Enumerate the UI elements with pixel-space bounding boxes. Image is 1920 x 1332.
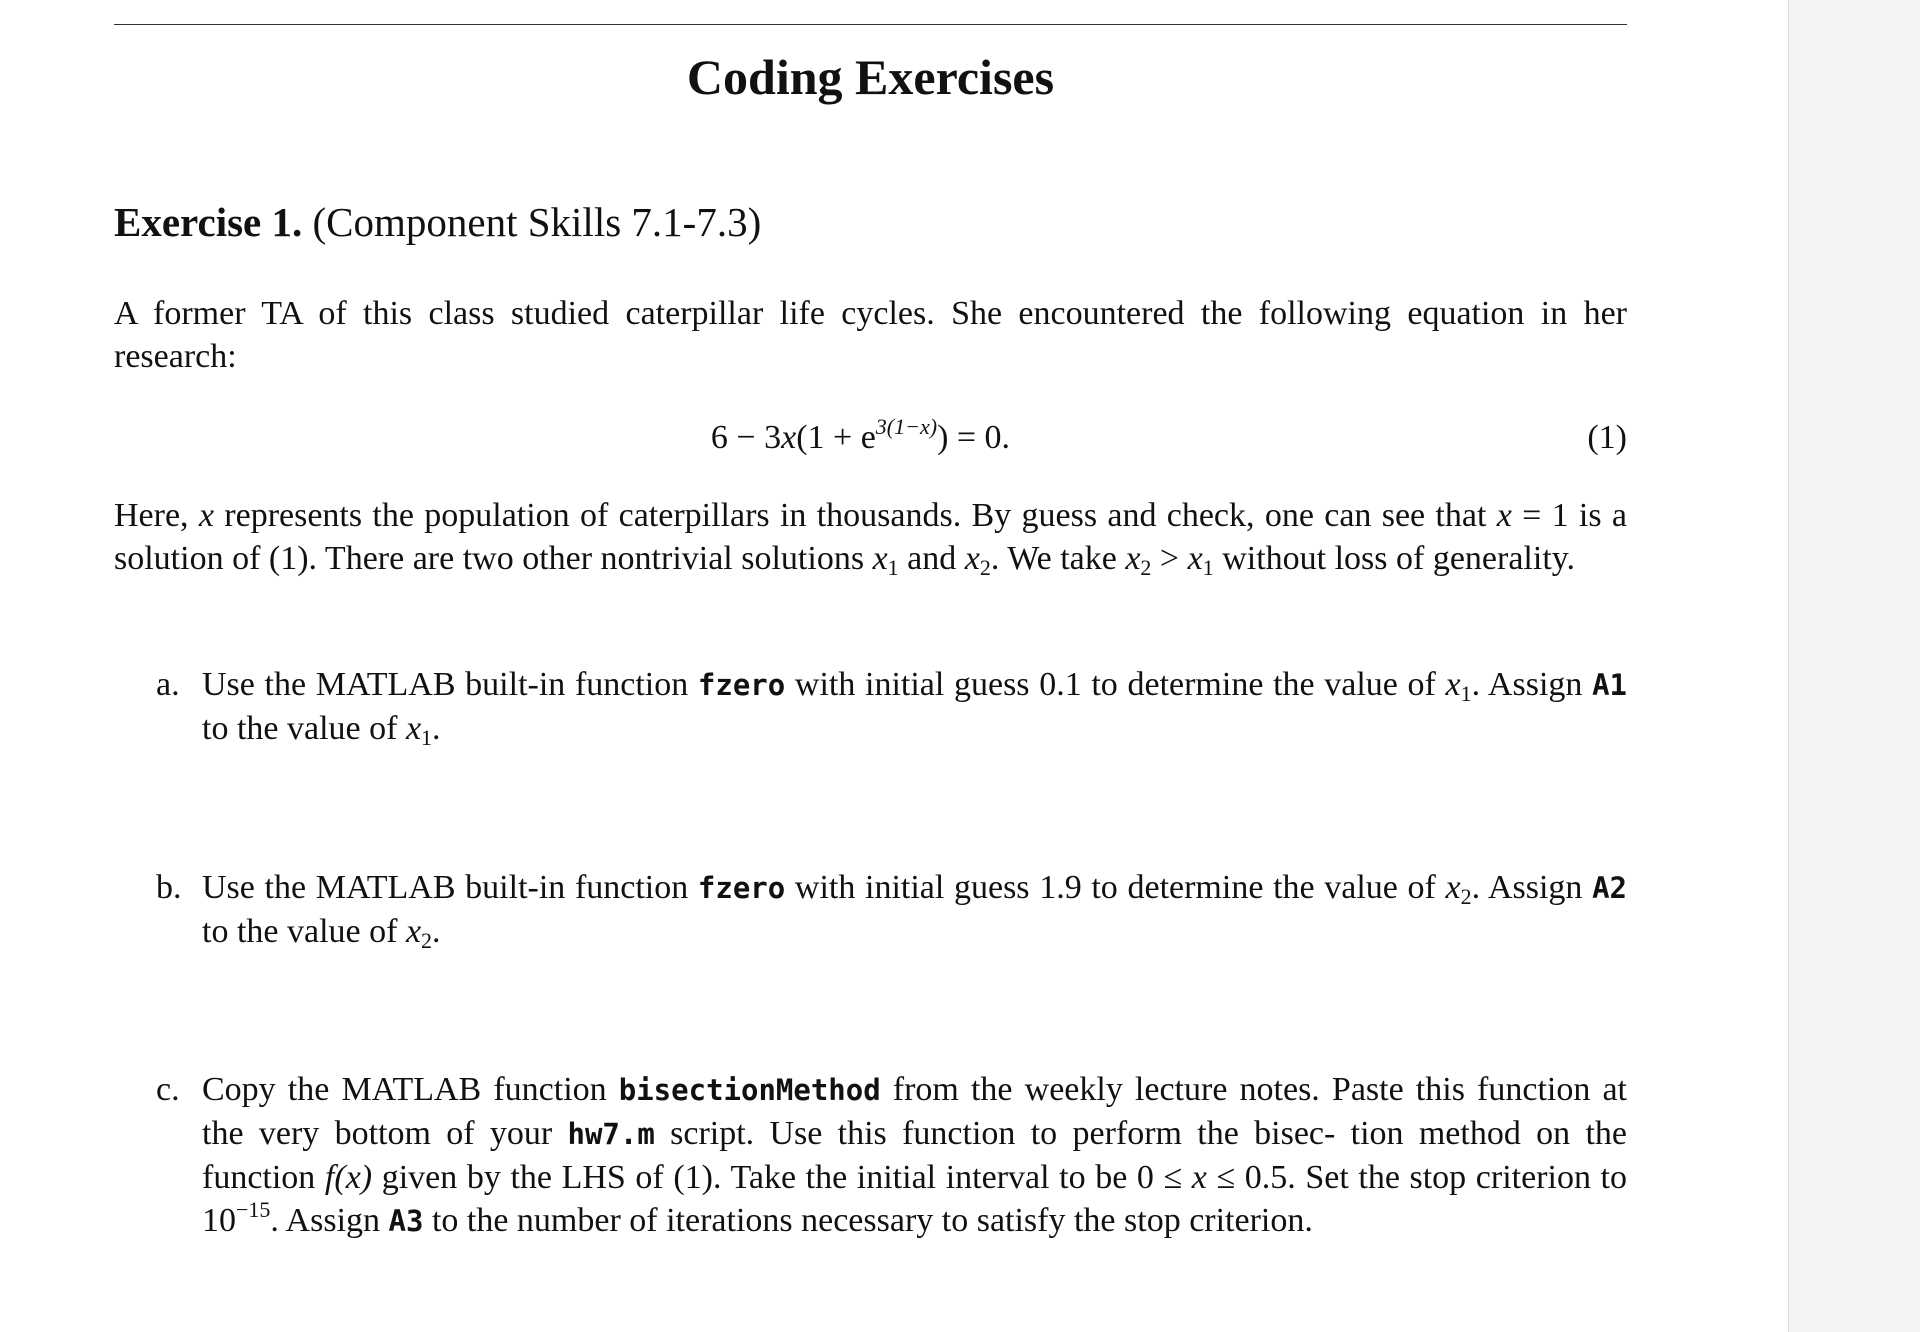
code-a3: A3 [388,1204,424,1238]
code-hw7-script: hw7.m [567,1117,655,1151]
code-fzero: fzero [697,871,786,905]
item-c-marker: c. [156,1071,180,1108]
item-a-marker: a. [156,666,180,703]
item-b-marker: b. [156,869,182,906]
exercise-number: Exercise 1. [114,199,303,245]
exercise-heading [114,198,761,246]
exercise-skills: (Component Skills 7.1-7.3) [312,199,762,245]
code-bisection-method: bisectionMethod [618,1073,881,1107]
code-a2: A2 [1592,871,1627,905]
code-fzero: fzero [697,668,786,702]
equation-1 [114,414,1627,462]
equation-body: $6 - 3x(1 + e^{3(1-x)}) = 0$. [710,414,1011,456]
code-a1: A1 [1592,668,1627,702]
intro-paragraph: A former TA of this class studied caterpillar life cycles. She encountered the following equation in her research: [114,295,1627,375]
item-a: a. Use the MATLAB built-in function fzero with initial guess 0.1 to determine the value of $x_1$. Assign A1 to the value of $x_1$. [202,663,1627,750]
item-c: c. Copy the MATLAB function bisectionMethod from the weekly lecture notes. Paste this function at the very bottom of your hw7.m script. Use this function to perform the bisec- tion method on the function f(x) given by the LHS of (1). Take the initial interval to be 0 ≤ x ≤ 0.5. Set the stop criterion to $10^{-15}$. Assign A3 to the number of iterations necessary to satisfy the stop criterion. [202,1068,1627,1243]
context-paragraph: Here, x represents the population of caterpillars in thousands. By guess and check, one can see that x = 1 is a solution of (1). There are two other nontrivial solutions $x_1$ and $x_2$. We take $x_2 > x_1$ without loss of generality. [114,497,1627,580]
viewer-side-panel [1788,0,1920,1332]
stop-criterion-exponent: −15 [236,1197,271,1222]
page-title: Coding Exercises [686,49,1055,105]
equation-exponent: 3(1−x) [875,414,938,439]
item-b: b. Use the MATLAB built-in function fzero with initial guess 1.9 to determine the value of $x_2$. Assign A2 to the value of $x_2$. [202,866,1627,953]
top-rule [114,24,1627,25]
equation-tag: (1) [1587,419,1627,456]
